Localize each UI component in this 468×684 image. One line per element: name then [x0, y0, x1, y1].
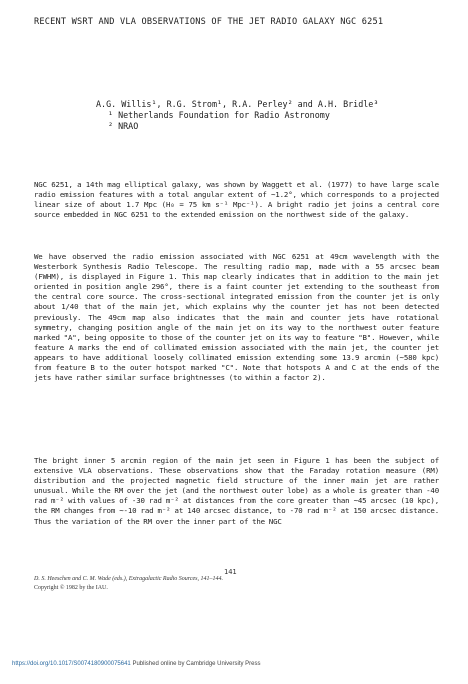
page-number: 141: [224, 568, 237, 576]
doi-bar: [12, 661, 462, 667]
paragraph-2: We have observed the radio emission associated with NGC 6251 at 49cm wavelength with the Westerbork Synthesis Radio Telescope. The resulting radio map, made with a 55 arcsec beam (FWHM), is displayed in Figure 1. This map clearly indicates that in addition to the main jet oriented in position angle 296°, there is a faint counter jet extending to the southeast from the central core source. The cross-sectional integrated emission from the counter jet is only about 1/40 that of the main jet, which explains why the counter jet has not been detected previously. The 49cm map also indicates that the main and counter jets have rotational symmetry, changing position angle of the main jet on its way to the northwest outer feature marked "A", being opposite to those of the counter jet on its way to feature "B". However, while feature A marks the end of collimated emission associated with the main jet, the counter jet appears to have additional loosely collimated emission extending some 13.9 arcmin (~580 kpc) from feature B to the outer hotspot marked "C". Note that hotspots A and C at the ends of the jets have rather similar surface brightnesses (to within a factor 2).: [34, 252, 439, 383]
footer-citation: [34, 575, 414, 592]
publisher-note: Published online by Cambridge University Press: [132, 661, 261, 667]
author-names: A.G. Willis¹, R.G. Strom¹, R.A. Perley² and A.H. Bridle³: [96, 99, 379, 109]
paragraph-3: The bright inner 5 arcmin region of the main jet seen in Figure 1 has been the subject of extensive VLA observations. These observations show that the Faraday rotation measure (RM) distribution and the projected magnetic field structure of the inner main jet are rather unusual. While the RM over the jet (and the northwest outer lobe) as a whole is greater than -40 rad m⁻² with values of -30 rad m⁻² at distances from the core greater than ~45 arcsec (10 kpc), the RM changes from ~-10 rad m⁻² at 140 arcsec distance, to -70 rad m⁻² at 150 arcsec distance. Thus the variation of the RM over the inner part of the NGC: [34, 456, 439, 526]
affiliation-2: ² NRAO: [108, 121, 139, 131]
copyright-text: Copyright © 1982 by the IAU.: [34, 584, 108, 591]
author-block: [96, 99, 426, 132]
citation-text: D. S. Heeschen and C. M. Wade (eds.), Extragalactic Radio Sources, 141–144.: [34, 576, 224, 582]
affiliation-1: ¹ Netherlands Foundation for Radio Astronomy: [108, 110, 330, 120]
paragraph-1: NGC 6251, a 14th mag elliptical galaxy, was shown by Waggett et al. (1977) to have large scale radio emission features with a total angular extent of ~1.2°, which corresponds to a projected linear size of about 1.7 Mpc (H₀ = 75 km s⁻¹ Mpc⁻¹). A bright radio jet joins a central core source embedded in NGC 6251 to the extended emission on the northwest side of the galaxy.: [34, 180, 439, 220]
doi-link[interactable]: https://doi.org/10.1017/S0074180900075641: [12, 661, 131, 667]
paper-title: RECENT WSRT AND VLA OBSERVATIONS OF THE JET RADIO GALAXY NGC 6251: [34, 17, 384, 27]
